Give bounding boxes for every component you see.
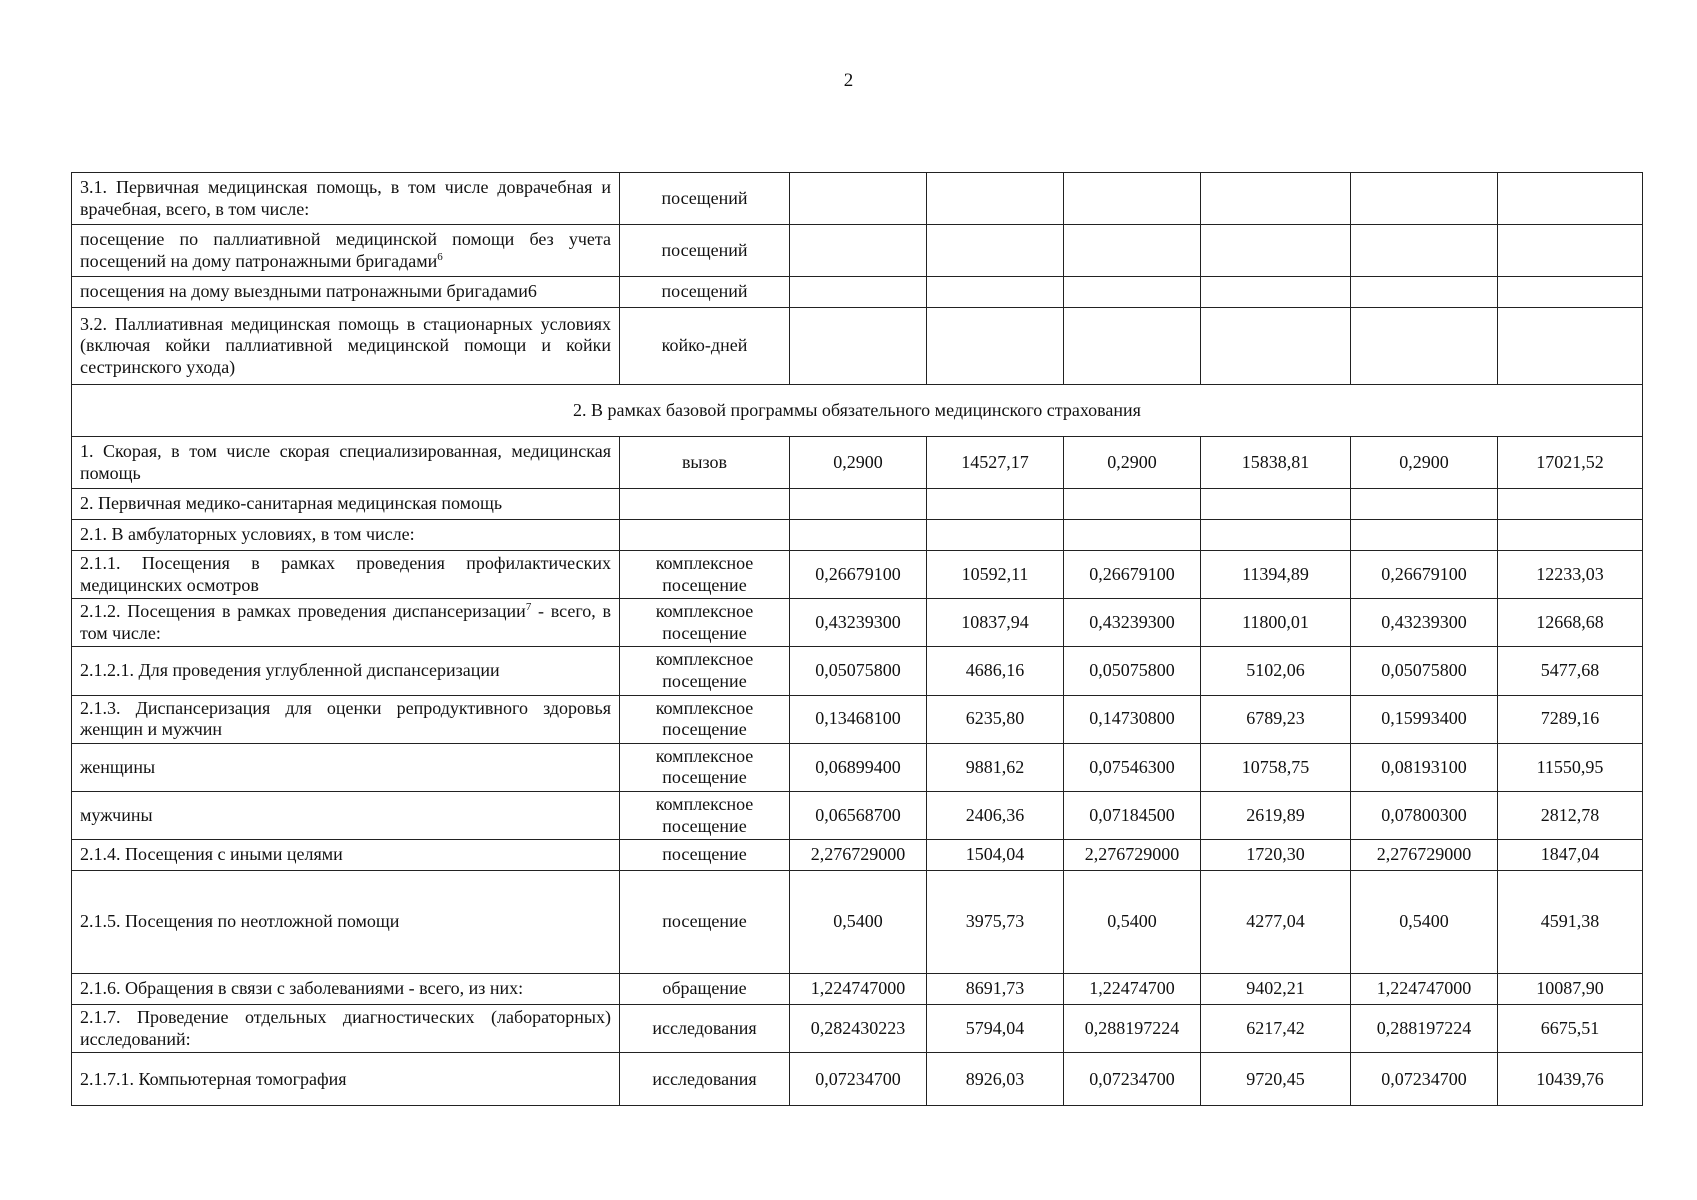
row-unit: посещений (620, 277, 790, 308)
value-cell (1064, 173, 1201, 225)
value-cell: 2812,78 (1498, 791, 1643, 839)
row-unit: комплексное посещение (620, 599, 790, 647)
value-cell: 1504,04 (927, 840, 1064, 871)
row-name-text: 2.1.5. Посещения по неотложной помощи (80, 911, 400, 932)
value-cell: 11800,01 (1201, 599, 1351, 647)
row-name-text: 2.1.2. Посещения в рамках проведения диспансеризации (80, 601, 526, 622)
value-cell (1498, 520, 1643, 551)
value-cell: 6217,42 (1201, 1005, 1351, 1053)
value-cell (1064, 489, 1201, 520)
value-cell: 4277,04 (1201, 871, 1351, 974)
table-row (72, 225, 1643, 277)
value-cell: 0,5400 (1064, 871, 1201, 974)
value-cell: 6235,80 (927, 695, 1064, 743)
table-row (72, 743, 1643, 791)
row-name (72, 520, 620, 551)
value-cell: 6675,51 (1498, 1005, 1643, 1053)
footnote-mark: 6 (437, 250, 443, 263)
value-cell (1498, 308, 1643, 385)
value-cell: 0,07234700 (1064, 1053, 1201, 1106)
value-cell (1201, 520, 1351, 551)
value-cell: 1,224747000 (790, 974, 927, 1005)
value-cell: 1,22474700 (1064, 974, 1201, 1005)
value-cell (927, 277, 1064, 308)
value-cell: 0,282430223 (790, 1005, 927, 1053)
value-cell: 0,08193100 (1351, 743, 1498, 791)
value-cell (927, 520, 1064, 551)
value-cell: 0,07184500 (1064, 791, 1201, 839)
value-cell: 0,26679100 (790, 551, 927, 599)
row-name (72, 743, 620, 791)
value-cell: 0,07546300 (1064, 743, 1201, 791)
value-cell: 0,06899400 (790, 743, 927, 791)
value-cell (927, 225, 1064, 277)
row-unit: посещений (620, 173, 790, 225)
value-cell: 17021,52 (1498, 437, 1643, 489)
value-cell (790, 173, 927, 225)
value-cell: 10592,11 (927, 551, 1064, 599)
value-cell: 0,06568700 (790, 791, 927, 839)
value-cell (1351, 520, 1498, 551)
row-name-text: 2.1.2.1. Для проведения углубленной диспансеризации (80, 660, 500, 681)
table-row (72, 974, 1643, 1005)
row-name-text-continued: - всего, в том числе: (80, 601, 611, 643)
value-cell (790, 308, 927, 385)
value-cell: 0,2900 (1064, 437, 1201, 489)
value-cell: 0,05075800 (790, 647, 927, 695)
value-cell: 0,26679100 (1064, 551, 1201, 599)
row-name-text: 2.1.4. Посещения с иными целями (80, 844, 343, 865)
row-name-text: посещение по паллиативной медицинской помощи без учета посещений на дому патронажными бригадами (80, 228, 611, 271)
value-cell: 10758,75 (1201, 743, 1351, 791)
value-cell: 0,07800300 (1351, 791, 1498, 839)
value-cell: 0,5400 (1351, 871, 1498, 974)
table-row (72, 173, 1643, 225)
row-name (72, 225, 620, 277)
value-cell: 2406,36 (927, 791, 1064, 839)
row-unit: исследования (620, 1005, 790, 1053)
value-cell: 2,276729000 (790, 840, 927, 871)
row-name (72, 1053, 620, 1106)
value-cell: 0,2900 (1351, 437, 1498, 489)
row-unit: исследования (620, 1053, 790, 1106)
value-cell (927, 308, 1064, 385)
value-cell: 1720,30 (1201, 840, 1351, 871)
value-cell: 5794,04 (927, 1005, 1064, 1053)
value-cell: 0,43239300 (790, 599, 927, 647)
table-row (72, 791, 1643, 839)
value-cell (1498, 277, 1643, 308)
row-unit: комплексное посещение (620, 647, 790, 695)
value-cell: 0,5400 (790, 871, 927, 974)
value-cell: 10087,90 (1498, 974, 1643, 1005)
row-name-text: мужчины (80, 804, 153, 825)
value-cell: 7289,16 (1498, 695, 1643, 743)
value-cell (1201, 489, 1351, 520)
value-cell: 0,07234700 (1351, 1053, 1498, 1106)
table-row (72, 1053, 1643, 1106)
value-cell: 0,07234700 (790, 1053, 927, 1106)
table-row (72, 520, 1643, 551)
value-cell (1064, 520, 1201, 551)
table-row (72, 437, 1643, 489)
value-cell: 3975,73 (927, 871, 1064, 974)
value-cell (790, 277, 927, 308)
value-cell (1351, 173, 1498, 225)
table-row (72, 1005, 1643, 1053)
row-name-text: 1. Скорая, в том числе скорая специализированная, медицинская помощь (80, 440, 611, 483)
row-unit (620, 520, 790, 551)
row-unit: комплексное посещение (620, 791, 790, 839)
value-cell: 6789,23 (1201, 695, 1351, 743)
row-name-text: 2.1.1. Посещения в рамках проведения профилактических медицинских осмотров (80, 553, 611, 595)
table-row (72, 551, 1643, 599)
table-row (72, 489, 1643, 520)
row-name (72, 974, 620, 1005)
row-name-text: женщины (80, 756, 156, 777)
row-name (72, 173, 620, 225)
value-cell: 4591,38 (1498, 871, 1643, 974)
row-name-text: 3.1. Первичная медицинская помощь, в том числе доврачебная и врачебная, всего, в том числе: (80, 176, 611, 219)
value-cell: 11550,95 (1498, 743, 1643, 791)
table-row (72, 308, 1643, 385)
data-table (71, 172, 1643, 1106)
row-name-text: 3.2. Паллиативная медицинская помощь в стационарных условиях (включая койки паллиативной медицинской помощи и койки сестринского ухода) (80, 313, 611, 377)
value-cell (790, 520, 927, 551)
row-name-text: 2.1.7.1. Компьютерная томография (80, 1068, 347, 1089)
row-name-text: 2. Первичная медико-санитарная медицинская помощь (80, 493, 503, 514)
row-unit: посещений (620, 225, 790, 277)
value-cell: 0,288197224 (1064, 1005, 1201, 1053)
page-number: 2 (843, 70, 854, 91)
row-name (72, 840, 620, 871)
table-row (72, 871, 1643, 974)
row-name (72, 647, 620, 695)
value-cell: 14527,17 (927, 437, 1064, 489)
row-unit (620, 489, 790, 520)
row-unit: вызов (620, 437, 790, 489)
row-name (72, 871, 620, 974)
value-cell (927, 173, 1064, 225)
value-cell: 0,05075800 (1351, 647, 1498, 695)
value-cell: 0,288197224 (1351, 1005, 1498, 1053)
row-name-text: 2.1.6. Обращения в связи с заболеваниями - всего, из них: (80, 978, 524, 999)
value-cell: 1,224747000 (1351, 974, 1498, 1005)
value-cell (1351, 225, 1498, 277)
value-cell: 11394,89 (1201, 551, 1351, 599)
value-cell (1064, 308, 1201, 385)
value-cell: 8926,03 (927, 1053, 1064, 1106)
value-cell (790, 225, 927, 277)
section-heading: 2. В рамках базовой программы обязательного медицинского страхования (72, 385, 1643, 437)
row-unit: комплексное посещение (620, 551, 790, 599)
value-cell: 0,13468100 (790, 695, 927, 743)
value-cell: 12233,03 (1498, 551, 1643, 599)
value-cell: 15838,81 (1201, 437, 1351, 489)
value-cell (927, 489, 1064, 520)
row-name (72, 489, 620, 520)
value-cell: 0,05075800 (1064, 647, 1201, 695)
table-row (72, 695, 1643, 743)
value-cell (790, 489, 927, 520)
value-cell: 5477,68 (1498, 647, 1643, 695)
value-cell: 0,43239300 (1064, 599, 1201, 647)
row-unit: обращение (620, 974, 790, 1005)
row-name (72, 695, 620, 743)
row-name (72, 308, 620, 385)
row-name (72, 1005, 620, 1053)
row-unit: комплексное посещение (620, 695, 790, 743)
table-row (72, 599, 1643, 647)
value-cell (1351, 308, 1498, 385)
value-cell (1201, 277, 1351, 308)
value-cell: 1847,04 (1498, 840, 1643, 871)
value-cell (1351, 489, 1498, 520)
value-cell (1351, 277, 1498, 308)
row-name (72, 277, 620, 308)
row-name-text: 2.1.3. Диспансеризация для оценки репродуктивного здоровья женщин и мужчин (80, 697, 611, 740)
value-cell: 9881,62 (927, 743, 1064, 791)
value-cell (1201, 173, 1351, 225)
value-cell (1201, 308, 1351, 385)
value-cell (1498, 173, 1643, 225)
value-cell: 0,2900 (790, 437, 927, 489)
value-cell (1201, 225, 1351, 277)
value-cell: 2,276729000 (1064, 840, 1201, 871)
value-cell: 5102,06 (1201, 647, 1351, 695)
row-name (72, 791, 620, 839)
value-cell: 2,276729000 (1351, 840, 1498, 871)
table-body (72, 173, 1643, 1106)
row-unit: посещение (620, 871, 790, 974)
value-cell: 0,26679100 (1351, 551, 1498, 599)
row-name (72, 599, 620, 647)
value-cell: 8691,73 (927, 974, 1064, 1005)
value-cell: 0,15993400 (1351, 695, 1498, 743)
row-name-text: посещения на дому выездными патронажными бригадами6 (80, 281, 537, 302)
table-row (72, 277, 1643, 308)
row-unit: койко-дней (620, 308, 790, 385)
row-unit: комплексное посещение (620, 743, 790, 791)
footnote-mark: 7 (525, 601, 532, 614)
value-cell: 0,43239300 (1351, 599, 1498, 647)
table-row (72, 647, 1643, 695)
row-name-text: 2.1. В амбулаторных условиях, в том числе: (80, 524, 415, 545)
value-cell: 4686,16 (927, 647, 1064, 695)
value-cell (1064, 277, 1201, 308)
table-row (72, 385, 1643, 437)
row-name-text: 2.1.7. Проведение отдельных диагностических (лабораторных) исследований: (80, 1007, 611, 1049)
value-cell (1498, 225, 1643, 277)
value-cell (1498, 489, 1643, 520)
row-unit: посещение (620, 840, 790, 871)
table-row (72, 840, 1643, 871)
row-name (72, 551, 620, 599)
value-cell: 9720,45 (1201, 1053, 1351, 1106)
value-cell: 12668,68 (1498, 599, 1643, 647)
value-cell (1064, 225, 1201, 277)
value-cell: 10837,94 (927, 599, 1064, 647)
value-cell: 9402,21 (1201, 974, 1351, 1005)
value-cell: 0,14730800 (1064, 695, 1201, 743)
value-cell: 10439,76 (1498, 1053, 1643, 1106)
row-name (72, 437, 620, 489)
value-cell: 2619,89 (1201, 791, 1351, 839)
